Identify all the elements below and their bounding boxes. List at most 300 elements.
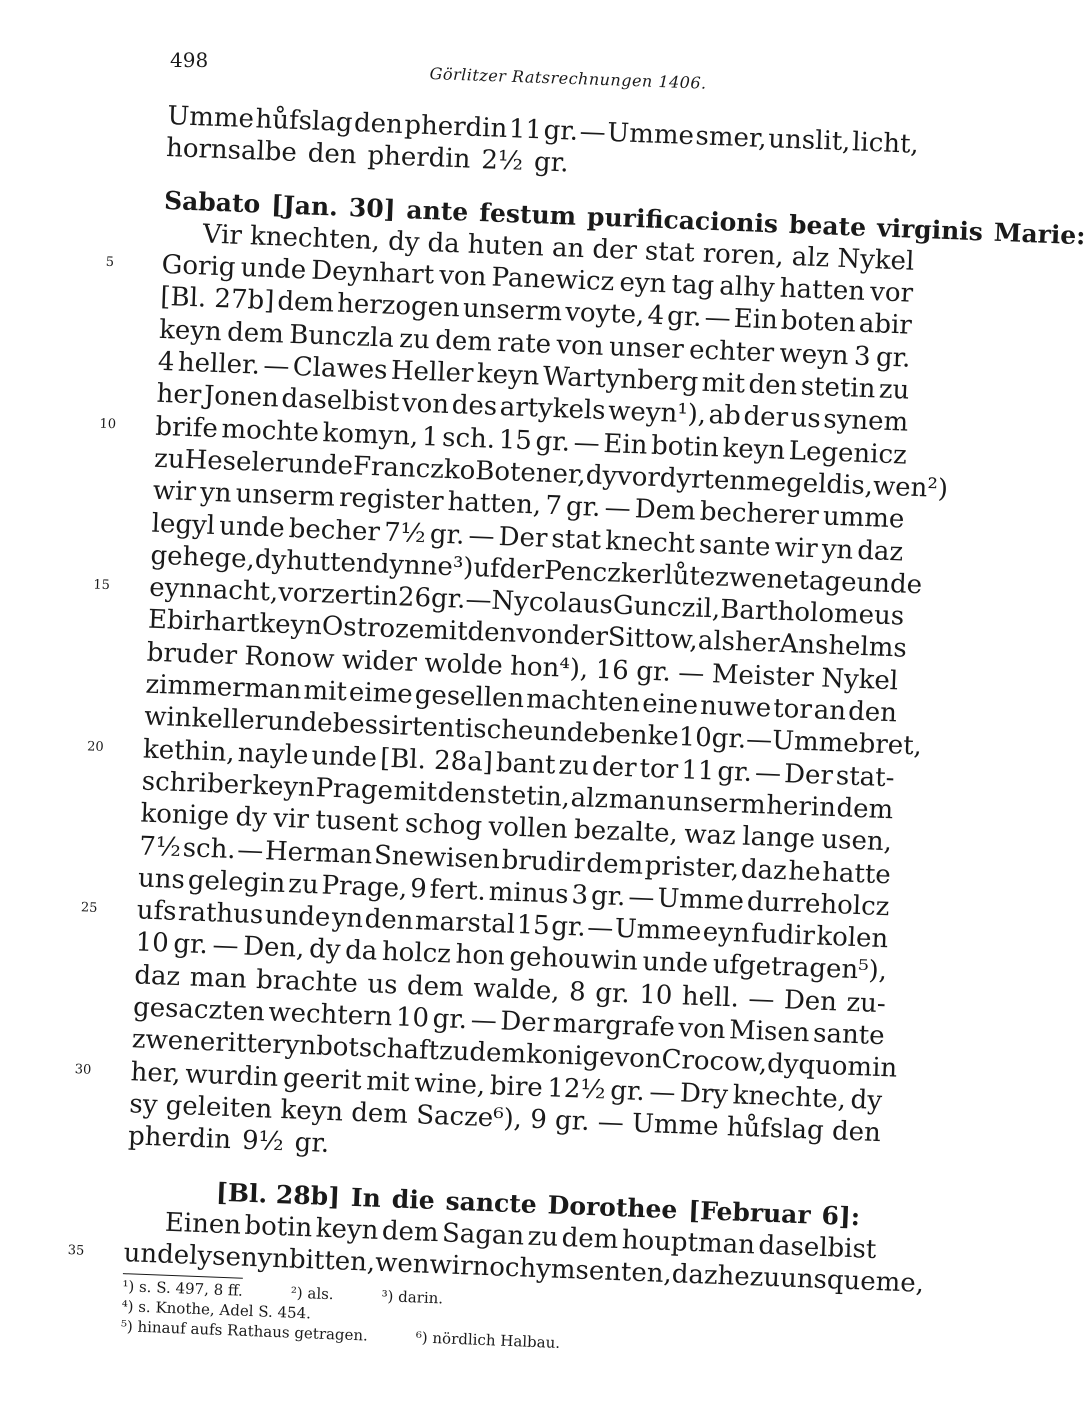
word: Wartynberg — [542, 361, 699, 398]
word: 1 — [421, 421, 440, 453]
word: keyn — [158, 314, 223, 348]
word: dy — [585, 460, 618, 492]
word: da — [427, 227, 461, 260]
word: gehege, — [149, 540, 256, 575]
word: houptman — [621, 1225, 756, 1261]
word: von — [401, 388, 450, 421]
word: von — [555, 329, 605, 362]
word: heller. — [177, 347, 261, 381]
word: man — [608, 784, 667, 817]
word: der — [562, 621, 609, 653]
word: 7½ — [138, 830, 182, 863]
word: Gorig — [161, 250, 236, 283]
word: Umme — [614, 913, 702, 948]
word: dem — [381, 1215, 440, 1249]
word: Botener, — [474, 456, 587, 491]
word: den — [353, 108, 404, 141]
word: Panewicz — [491, 262, 615, 298]
word: umme — [822, 501, 905, 535]
word: den — [364, 904, 415, 937]
word: wider — [341, 644, 418, 678]
word: ab — [708, 400, 742, 432]
word: brachte — [255, 964, 359, 999]
word: — — [597, 1107, 625, 1139]
word: 9½ — [241, 1125, 285, 1158]
word: geerit — [282, 1062, 363, 1096]
word: Sittow, — [607, 622, 699, 657]
word: unde — [641, 947, 709, 980]
word: gehouwin — [508, 942, 639, 978]
word: her — [734, 627, 781, 660]
word: alz — [570, 782, 609, 815]
word: weyn¹), — [607, 396, 707, 431]
word: festum — [478, 197, 577, 231]
word: yn — [284, 1030, 317, 1062]
word: hatten — [779, 273, 866, 308]
word: Umme — [771, 726, 860, 760]
word: stat — [644, 236, 696, 269]
word: bezalte, — [573, 815, 679, 850]
word: us — [790, 403, 822, 435]
word: der — [742, 401, 789, 434]
word: purificacionis — [586, 201, 779, 239]
word: der — [591, 751, 638, 784]
word: walde, — [472, 973, 561, 1007]
word: 26 — [397, 582, 432, 614]
word: Gunczil, — [612, 590, 721, 625]
word: roren, — [702, 238, 785, 272]
word: Penczker — [543, 555, 665, 591]
word: hůfslag — [726, 1112, 825, 1146]
word: durreholcz — [746, 886, 890, 923]
word: wurdin — [184, 1059, 279, 1093]
word: dem — [434, 325, 493, 358]
word: zwene — [131, 1024, 216, 1058]
word: synem — [822, 404, 909, 439]
word: tor — [639, 753, 679, 785]
word: vollen — [487, 812, 569, 846]
word: wechtern — [267, 997, 393, 1033]
word: holcz — [381, 937, 452, 970]
word: zu — [557, 750, 590, 782]
word: zu- — [845, 987, 887, 1019]
word: ufgetragen⁵), — [712, 949, 888, 987]
word: zu — [287, 869, 320, 901]
word: von — [515, 619, 564, 652]
word: 15 — [516, 910, 551, 942]
word: unde — [123, 1238, 190, 1271]
word: dem — [350, 1097, 409, 1130]
word: — — [573, 427, 601, 459]
footnote: ³) darin. — [381, 1287, 444, 1308]
word: Ein — [602, 428, 649, 461]
word: der — [499, 553, 545, 586]
word: sch. — [182, 832, 237, 865]
word: ufs — [136, 895, 178, 928]
word: konige — [525, 1039, 616, 1074]
word: weyn — [778, 338, 850, 372]
word: nayle — [237, 737, 309, 771]
word: daselbist — [280, 383, 400, 419]
word: Ostroze — [321, 611, 425, 646]
word: tusent — [314, 805, 400, 839]
word: Ebirhart — [147, 605, 261, 640]
word: lůte — [663, 560, 716, 593]
word: zu — [438, 1036, 471, 1068]
word: Dry — [679, 1078, 729, 1110]
word: Anshelms — [778, 629, 908, 665]
word: geleiten — [165, 1090, 273, 1125]
word: schriber — [141, 766, 253, 801]
word: — — [745, 725, 773, 756]
word: Den — [783, 985, 838, 1018]
word: tag — [670, 269, 715, 302]
word: 10 — [678, 722, 713, 754]
word: 4 — [646, 301, 665, 332]
word: margrafe — [552, 1008, 676, 1044]
word: bant — [495, 747, 556, 780]
word: winkeller — [143, 701, 268, 737]
word: vordyrten — [616, 461, 747, 497]
word: Bartholomeus — [719, 594, 905, 632]
word: gesaczten — [132, 992, 266, 1028]
word: register — [338, 483, 445, 518]
word: hon — [455, 940, 506, 972]
word: dem — [406, 970, 465, 1003]
word: 11 — [508, 114, 543, 146]
word: Sacze⁶), — [415, 1100, 523, 1135]
word: wen²) — [872, 471, 949, 505]
word: [Bl. 28a] — [379, 743, 494, 778]
word: gr. — [565, 491, 602, 524]
word: knechte, — [732, 1080, 847, 1115]
word: tor — [772, 693, 813, 726]
word: konige — [140, 798, 230, 833]
word: — — [236, 834, 264, 866]
word: Jonen — [203, 380, 280, 414]
line-number: 5 — [105, 254, 115, 271]
word: marstal — [414, 906, 516, 941]
word: wine, — [413, 1067, 486, 1101]
word: daz — [740, 854, 788, 886]
footnote: ⁴) s. Knothe, Adel S. 454. — [121, 1297, 312, 1323]
word: Einen — [164, 1207, 242, 1241]
word: hatten, — [447, 487, 542, 521]
word: yn — [257, 1243, 290, 1275]
line-number: 25 — [80, 900, 98, 917]
word: vorzertin — [277, 577, 399, 613]
word: Heller — [390, 355, 474, 389]
word: 10 — [395, 1002, 430, 1034]
word: Prage — [314, 773, 394, 807]
word: von — [438, 260, 487, 293]
word: wolde — [423, 648, 504, 682]
word: — — [677, 657, 705, 689]
word: — — [586, 912, 614, 944]
line-number: 20 — [86, 739, 104, 755]
word: Heseler — [184, 444, 289, 479]
word: 9 — [529, 1104, 548, 1136]
word: 9 — [409, 873, 428, 905]
word: daz — [856, 535, 904, 568]
word: licht, — [851, 127, 920, 160]
word: tage — [798, 565, 858, 598]
word: tische — [453, 713, 534, 747]
word: fert. — [429, 874, 487, 907]
word: 3 — [853, 341, 872, 372]
word: her — [156, 379, 202, 411]
word: gr. — [554, 1105, 591, 1137]
word: wir — [429, 1250, 474, 1282]
word: sante — [698, 529, 772, 563]
word: 11 — [680, 754, 715, 787]
word: unde — [264, 900, 331, 933]
word: unser — [608, 331, 685, 365]
word: 8 — [568, 976, 587, 1008]
word: Der — [499, 1006, 550, 1039]
word: Umme — [656, 883, 745, 917]
word: Crocow, — [661, 1044, 768, 1080]
word: [Bl. 28b] — [215, 1177, 341, 1211]
word: gr. — [533, 147, 570, 179]
word: knechten, — [249, 221, 381, 257]
word: stetin — [800, 371, 876, 405]
word: yn — [821, 534, 854, 566]
word: stat — [550, 523, 602, 556]
word: quomin — [797, 1050, 898, 1085]
word: dynne³) — [372, 549, 474, 583]
word: — — [579, 116, 607, 148]
word: keyn — [258, 609, 323, 642]
word: wen — [374, 1247, 431, 1280]
word: Nykel — [820, 663, 899, 697]
word: — — [467, 520, 496, 552]
word: gr. — [432, 1003, 468, 1036]
word: von — [677, 1013, 727, 1046]
word: mit — [302, 675, 348, 708]
word: gr. — [535, 426, 571, 458]
word: keyn — [251, 770, 316, 804]
word: alhy — [718, 271, 776, 304]
word: he — [787, 855, 822, 888]
footnote: ⁶) nördlich Halbau. — [415, 1328, 561, 1353]
word: sancte — [445, 1185, 538, 1219]
word: kolen — [815, 921, 889, 955]
word: machten — [525, 684, 641, 719]
word: Meister — [711, 659, 815, 693]
word: — — [747, 983, 776, 1015]
word: hatte — [821, 857, 892, 890]
word: unserm — [665, 786, 767, 821]
word: beate — [788, 209, 867, 242]
word: knecht — [604, 525, 696, 560]
word: den — [847, 696, 898, 729]
word: unde — [218, 510, 286, 544]
word: dy — [850, 1084, 883, 1116]
word: dem — [561, 1222, 619, 1255]
word: mit — [365, 1065, 411, 1098]
word: gr. — [609, 1075, 646, 1107]
word: unde — [856, 567, 923, 601]
word: ritter — [214, 1027, 286, 1061]
word: gelegin — [187, 865, 286, 899]
word: unslit, — [767, 124, 852, 158]
word: fudir — [750, 919, 816, 952]
word: — — [627, 882, 656, 914]
word: Snewisen — [373, 840, 501, 875]
word: rate — [496, 327, 552, 360]
word: prister, — [644, 850, 740, 885]
word: bruder — [146, 637, 238, 671]
word: eyn — [148, 572, 197, 605]
word: bessirten — [332, 709, 456, 744]
word: [Jan. — [270, 189, 339, 222]
word: lange — [741, 821, 816, 855]
word: 30] — [348, 192, 397, 224]
word: dem — [585, 848, 644, 881]
word: brudir — [501, 844, 586, 879]
word: dem — [836, 793, 894, 826]
word: hon⁴), — [509, 651, 589, 685]
word: 10 — [638, 979, 673, 1011]
word: bire — [489, 1070, 544, 1103]
word: nuwe — [699, 690, 772, 724]
word: keyn — [722, 433, 786, 466]
word: keyn — [315, 1213, 379, 1246]
word: stat- — [835, 760, 896, 794]
word: als — [697, 626, 736, 658]
word: sch. — [441, 422, 496, 455]
word: mit — [423, 615, 469, 648]
word: stetin, — [486, 779, 571, 813]
word: 15 — [498, 424, 533, 456]
word: usen, — [820, 824, 893, 858]
word: echter — [688, 334, 775, 369]
word: legyl — [151, 508, 216, 541]
word: minus — [488, 876, 570, 910]
word: — — [262, 350, 290, 382]
word: voyte, — [564, 297, 645, 331]
line-number: 10 — [99, 416, 117, 432]
word: Sagan — [441, 1218, 525, 1252]
word: pherdin — [403, 110, 508, 145]
word: eime — [348, 677, 414, 710]
word: brife — [154, 411, 219, 444]
word: Den, — [242, 931, 306, 965]
word: keyn — [279, 1094, 344, 1128]
word: gr. — [875, 342, 912, 374]
word: — — [211, 930, 240, 962]
word: rathus — [177, 897, 264, 931]
word: abir — [858, 309, 913, 342]
word: gr. — [716, 756, 753, 788]
word: vir — [272, 803, 310, 836]
word: he — [717, 1261, 751, 1293]
word: Ronow — [243, 641, 335, 675]
word: den — [307, 138, 358, 171]
word: bret, — [858, 729, 923, 762]
word: botin — [243, 1210, 313, 1244]
word: hůfslag — [254, 104, 353, 139]
word: boten — [780, 306, 857, 340]
word: daz — [671, 1259, 719, 1292]
word: dy — [254, 544, 287, 576]
word: — — [464, 584, 493, 616]
word: herin — [765, 790, 837, 824]
word: gr. — [294, 1127, 330, 1160]
word: ante — [405, 194, 469, 227]
word: 7½ — [383, 517, 427, 549]
word: gr. — [635, 656, 672, 688]
word: an — [813, 695, 847, 727]
word: becher — [288, 513, 381, 548]
word: gr. — [550, 911, 587, 943]
word: Sabato — [163, 185, 261, 219]
word: [Bl. 27b] — [159, 282, 275, 317]
word: noch — [471, 1251, 537, 1285]
word: da — [344, 935, 378, 968]
line-number: 35 — [67, 1243, 85, 1259]
word: schog — [404, 808, 483, 842]
word: hell. — [681, 981, 740, 1014]
word: Umme — [606, 117, 695, 152]
word: kethin, — [142, 734, 236, 768]
word: eyn — [618, 267, 667, 300]
word: Umme — [166, 100, 255, 135]
word: gr. — [543, 115, 579, 147]
word: — — [604, 493, 632, 525]
word: Misen — [728, 1015, 811, 1049]
word: eyn — [702, 917, 751, 950]
word: sante — [812, 1018, 886, 1052]
body-text — [67, 100, 1087, 1365]
word: wir — [774, 532, 819, 564]
word: gr. — [430, 583, 467, 615]
word: unde — [532, 716, 600, 750]
word: dem — [276, 286, 335, 319]
word: uns — [779, 1263, 828, 1296]
word: mit — [701, 367, 746, 400]
word: botschaft — [315, 1031, 440, 1067]
word: pherdin — [127, 1121, 232, 1156]
word: Deynhart — [310, 255, 435, 291]
word: ym — [535, 1254, 577, 1286]
word: gesellen — [414, 679, 525, 715]
word: becherer — [699, 496, 820, 532]
word: gr. — [172, 929, 209, 961]
word: — — [704, 303, 732, 335]
word: Marie: — [993, 217, 1087, 250]
word: senten, — [574, 1255, 673, 1290]
word: Bunczla — [288, 319, 395, 354]
word: Prage, — [321, 870, 408, 904]
word: queme, — [826, 1265, 925, 1299]
word: us — [366, 969, 399, 1001]
word: Legenicz — [788, 435, 908, 471]
word: Herman — [264, 835, 373, 870]
word: Dorothee — [547, 1189, 678, 1224]
word: 6]: — [821, 1200, 861, 1231]
word: uf — [472, 552, 501, 584]
page-number: 498 — [170, 48, 209, 72]
word: unde — [286, 448, 354, 482]
word: In — [350, 1182, 382, 1213]
word: Franczko — [352, 451, 476, 487]
word: — — [648, 1076, 677, 1108]
word: gr. — [590, 880, 627, 912]
word: alz — [791, 241, 830, 274]
word: 10 — [135, 927, 170, 960]
